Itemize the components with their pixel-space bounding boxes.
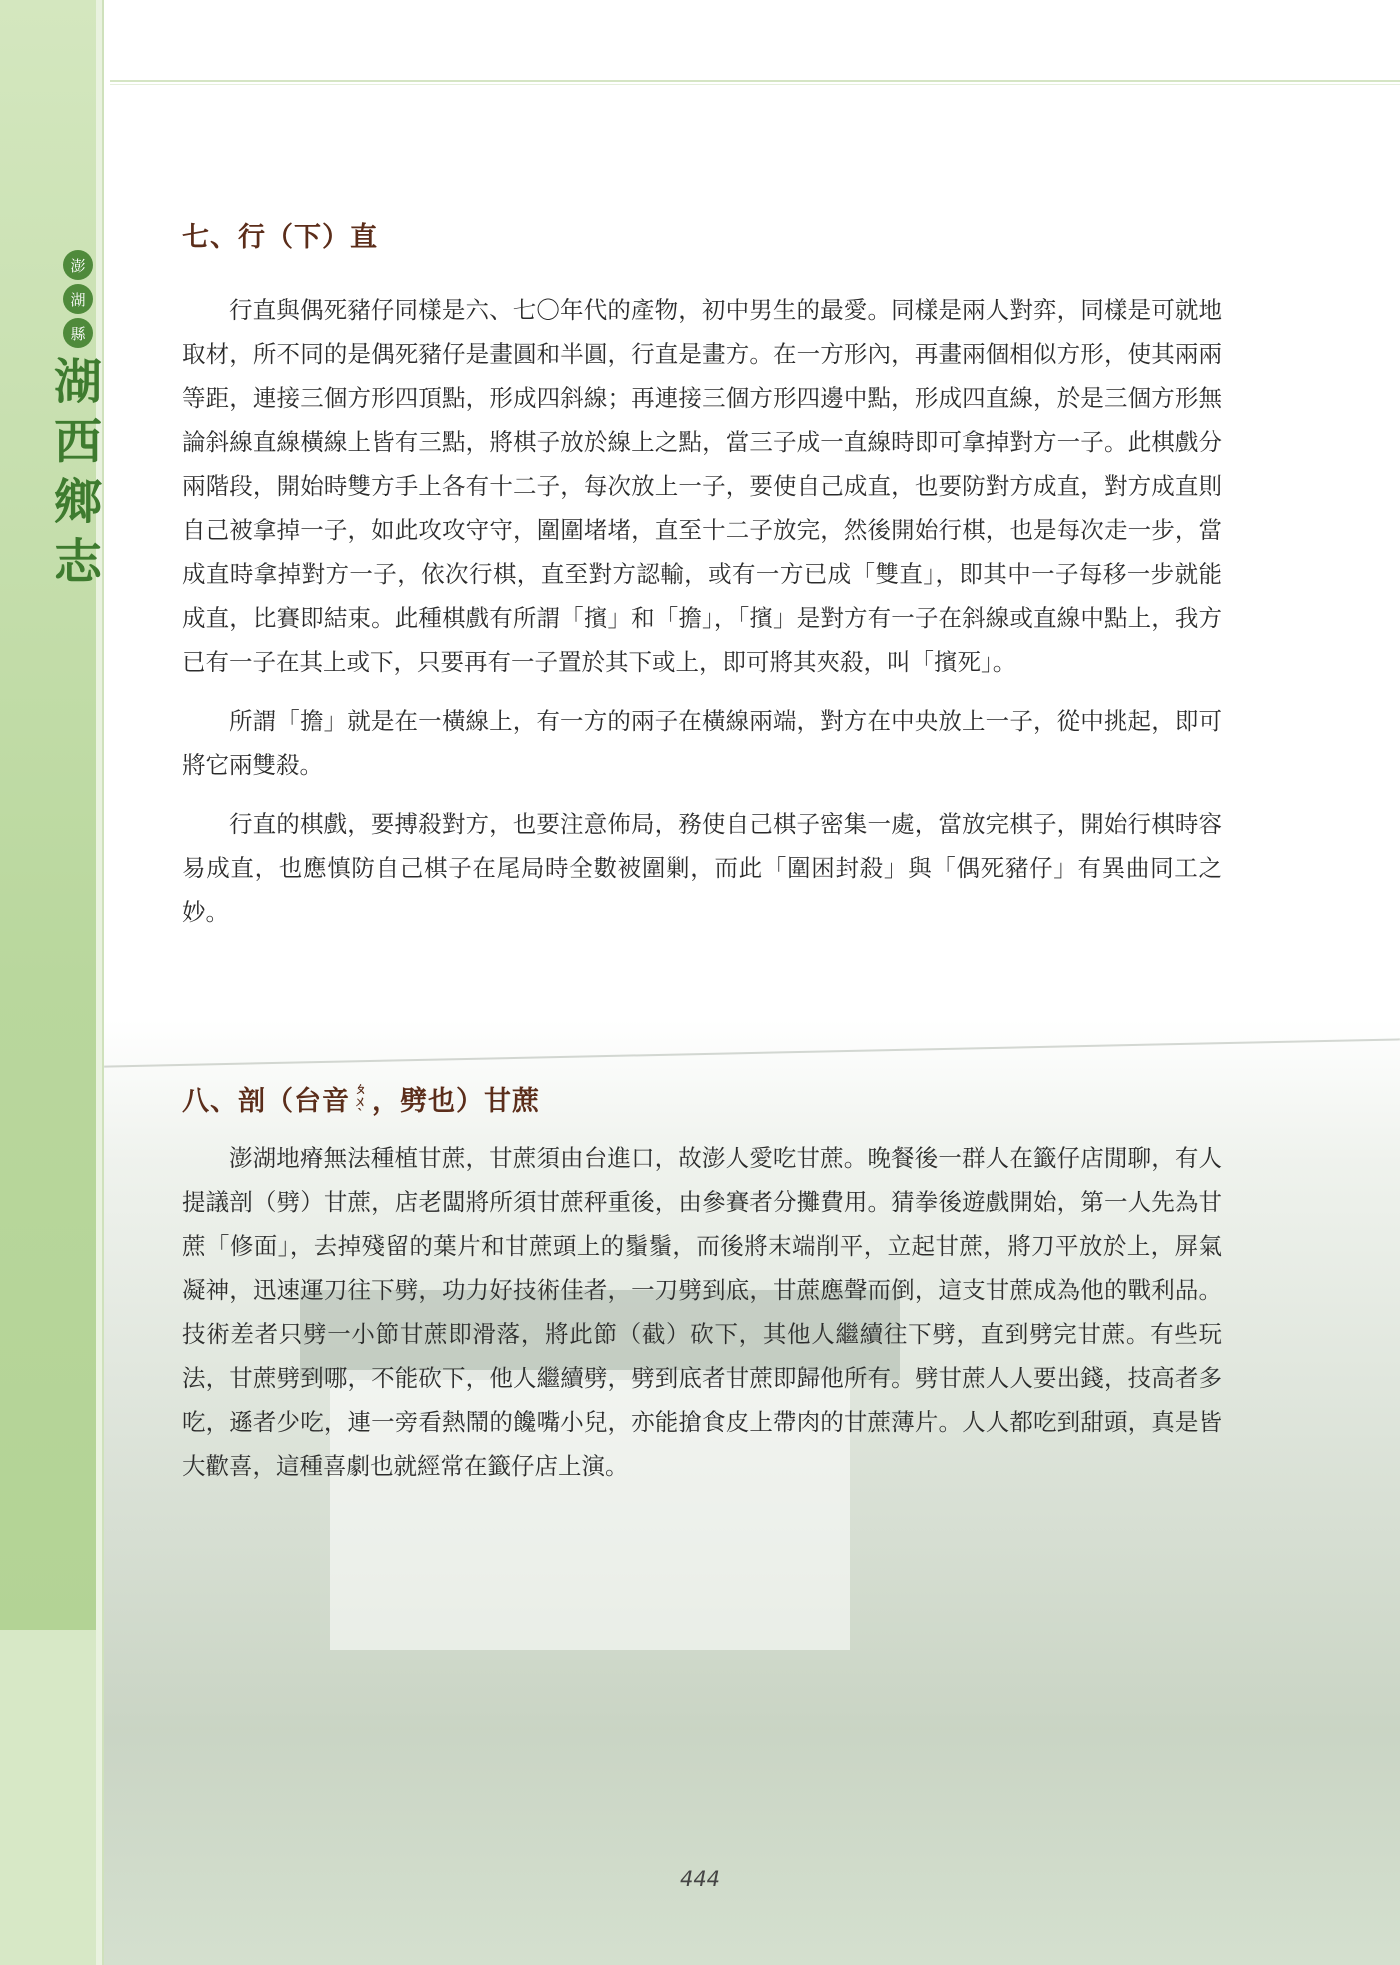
county-char-3: 縣 [63,318,93,348]
bopomofo-char-3: ˋ [357,1107,365,1123]
section-8 [182,1082,1222,1488]
bopomofo-char-2: ㄨ [354,1094,369,1110]
header-rule-secondary [110,84,1400,85]
section-7-paragraph-2: 所謂「擔」就是在一橫線上，有一方的兩子在橫線兩端，對方在中央放上一子，從中挑起，即可將它兩雙殺。 [182,707,1222,779]
title-char-3: 鄉 [54,474,103,530]
section-8-heading-suffix: ，劈也）甘蔗 [372,1086,541,1117]
section-8-paragraph-1: 澎湖地瘠無法種植甘蔗，甘蔗須由台進口，故澎人愛吃甘蔗。晚餐後一群人在籤仔店閒聊，有人提議剖（劈）甘蔗，店老闆將所須甘蔗秤重後，由參賽者分攤費用。猜拳後遊戲開始，第一人先為甘蔗「修面」，去掉殘留的葉片和甘蔗頭上的鬚鬚，而後將末端削平，立起甘蔗，將刀平放於上，屏氣凝神，迅速運刀往下劈，功力好技術佳者，一刀劈到底，甘蔗應聲而倒，這支甘蔗成為他的戰利品。技術差者只劈一小節甘蔗即滑落，將此節（截）砍下，其他人繼續往下劈，直到劈完甘蔗。有些玩法，甘蔗劈到哪，不能砍下，他人繼續劈，劈到底者甘蔗即歸他所有。劈甘蔗人人要出錢，技高者多吃，遜者少吃，連一旁看熱鬧的饞嘴小兒，亦能搶食皮上帶肉的甘蔗薄片。人人都吃到甜頭，真是皆大歡喜，這種喜劇也就經常在籤仔店上演。 [182,1144,1222,1480]
title-char-4: 志 [54,534,103,590]
sidebar-band-highlight [0,0,96,1630]
section-7 [182,218,1222,949]
vertical-book-title [54,250,103,592]
section-7-paragraph-1: 行直與偶死豬仔同樣是六、七〇年代的產物，初中男生的最愛。同樣是兩人對弈，同樣是可就地取材，所不同的是偶死豬仔是畫圓和半圓，行直是畫方。在一方形內，再畫兩個相似方形，使其兩兩等距，連接三個方形四頂點，形成四斜線；再連接三個方形四邊中點，形成四直線，於是三個方形無論斜線直線橫線上皆有三點，將棋子放於線上之點，當三子成一直線時即可拿掉對方一子。此棋戲分兩階段，開始時雙方手上各有十二子，每次放上一子，要使自己成直，也要防對方成直，對方成直則自己被拿掉一子，如此攻攻守守，圍圍堵堵，直至十二子放完，然後開始行棋，也是每次走一步，當成直時拿掉對方一子，依次行棋，直至對方認輸，或有一方已成「雙直」，即其中一子每移一步就能成直，比賽即結束。此種棋戲有所謂「擯」和「擔」，「擯」是對方有一子在斜線或直線中點上，我方已有一子在其上或下，只要再有一子置於其下或上，即可將其夾殺，叫「擯死」。 [182,296,1222,676]
county-char-2: 湖 [63,284,93,314]
header-rule [110,80,1400,82]
title-char-2: 西 [54,414,103,470]
bopomofo-annotation [354,1083,368,1122]
section-8-heading-prefix: 八、剖（台音 [182,1086,350,1117]
section-7-paragraph-3: 行直的棋戲，要搏殺對方，也要注意佈局，務使自己棋子密集一處，當放完棋子，開始行棋時容易成直，也應慎防自己棋子在尾局時全數被圍剿，而此「圍困封殺」與「偶死豬仔」有異曲同工之妙。 [182,810,1222,926]
page-number: 444 [679,1867,721,1891]
section-7-heading: 七、行（下）直 [182,222,378,253]
section-8-heading [182,1082,1222,1122]
bopomofo-char-1: ㄆ [354,1081,369,1097]
county-char-1: 澎 [63,250,93,280]
title-char-1: 湖 [54,354,103,410]
